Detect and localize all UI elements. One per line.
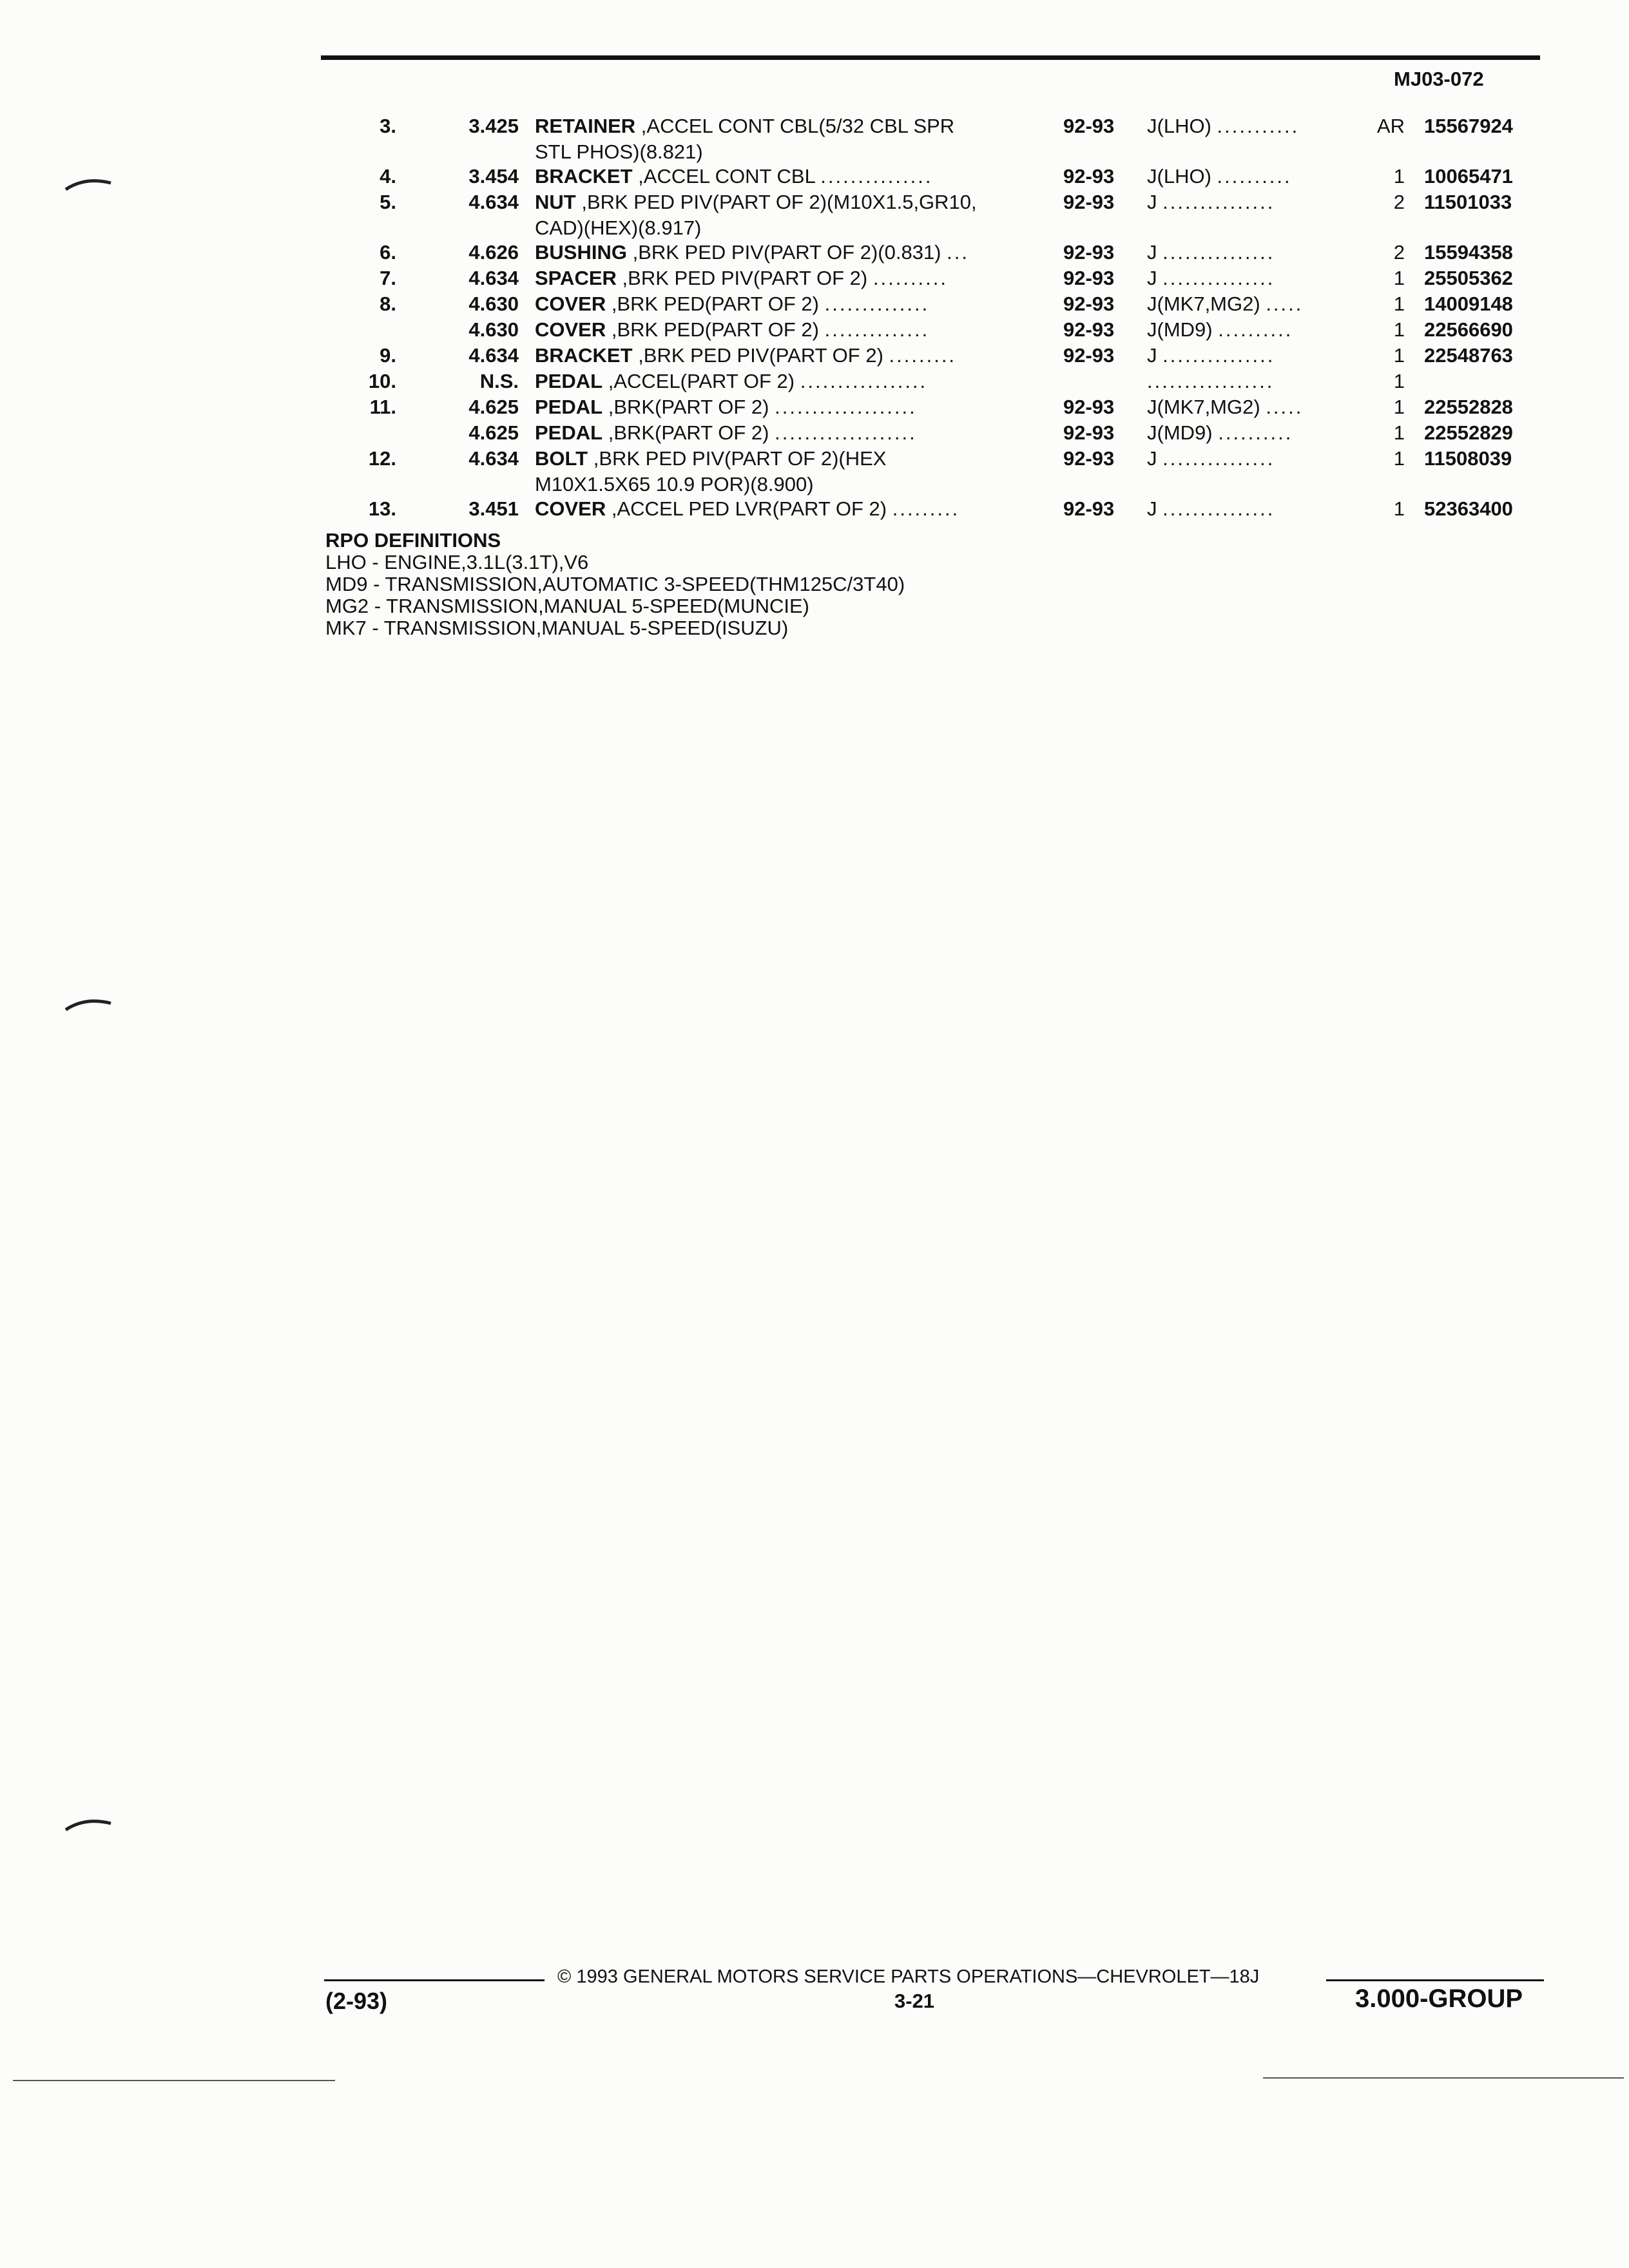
usage-text: J(LHO) (1147, 165, 1211, 187)
parts-row-continuation (0, 140, 1629, 165)
quantity: 1 (1393, 318, 1405, 341)
leader-dots: ............... (1162, 241, 1275, 264)
part-description-continued: CAD)(HEX)(8.917) (535, 216, 702, 239)
usage-code (1147, 191, 1360, 214)
usage-code (1147, 318, 1360, 341)
parts-row (0, 318, 1629, 344)
part-name: PEDAL (535, 421, 603, 444)
part-number: 10065471 (1424, 165, 1513, 187)
usage-code (1147, 115, 1360, 138)
part-number: 22552828 (1424, 396, 1513, 418)
part-detail: ,BRK PED PIV(PART OF 2) (622, 267, 868, 289)
rpo-definition: MG2 - TRANSMISSION,MANUAL 5-SPEED(MUNCIE) (325, 595, 809, 617)
item-number: 10. (368, 370, 396, 392)
part-name: COVER (535, 318, 606, 341)
quantity: 1 (1393, 497, 1405, 520)
part-number: 52363400 (1424, 497, 1513, 520)
part-name: PEDAL (535, 370, 603, 392)
leader-dots: ................. (1147, 370, 1275, 392)
item-number: 12. (368, 447, 396, 470)
figure-number: N.S. (479, 370, 519, 392)
part-detail: ,ACCEL PED LVR(PART OF 2) (611, 497, 887, 520)
leader-dots: .......... (872, 267, 949, 289)
quantity: 1 (1393, 370, 1405, 392)
rpo-definition: LHO - ENGINE,3.1L(3.1T),V6 (325, 551, 589, 573)
parts-row (0, 165, 1629, 191)
part-number: 11501033 (1424, 191, 1512, 213)
figure-number: 3.451 (468, 497, 519, 520)
figure-number: 3.425 (468, 115, 519, 137)
quantity: 1 (1393, 396, 1405, 418)
quantity: 2 (1393, 191, 1405, 213)
figure-number: 3.454 (468, 165, 519, 187)
leader-dots: ......... (892, 497, 960, 520)
usage-text: J(MD9) (1147, 421, 1213, 444)
usage-code (1147, 421, 1360, 445)
leader-dots: ................... (775, 421, 917, 444)
usage-code (1147, 344, 1360, 367)
footer-copyright: © 1993 GENERAL MOTORS SERVICE PARTS OPERATIONS—CHEVROLET—18J (557, 1966, 1260, 1987)
leader-dots: ......... (889, 344, 957, 367)
usage-text: J(MK7,MG2) (1147, 396, 1260, 418)
quantity: 1 (1393, 293, 1405, 315)
footer-group: 3.000-GROUP (1355, 1984, 1523, 2013)
usage-text: J (1147, 241, 1157, 264)
figure-number: 4.630 (468, 318, 519, 341)
part-name: PEDAL (535, 396, 603, 418)
scan-edge-line (13, 2080, 335, 2081)
model-years: 92-93 (1063, 267, 1115, 289)
part-detail: ,BRK(PART OF 2) (608, 396, 769, 418)
leader-dots: ........... (1217, 115, 1300, 137)
figure-number: 4.634 (468, 191, 519, 213)
quantity: 1 (1393, 165, 1405, 187)
leader-dots: .......... (1218, 421, 1293, 444)
part-detail: ,BRK PED PIV(PART OF 2)(HEX (593, 447, 887, 470)
figure-number: 4.625 (468, 396, 519, 418)
usage-code (1147, 267, 1360, 290)
quantity: 2 (1393, 241, 1405, 264)
leader-dots: .............. (824, 318, 930, 341)
parts-row (0, 344, 1629, 370)
part-name: BRACKET (535, 344, 633, 367)
part-description (535, 421, 1050, 445)
part-description (535, 396, 1050, 419)
item-number: 6. (380, 241, 396, 264)
part-description (535, 115, 1050, 138)
part-detail: ,BRK PED(PART OF 2) (611, 318, 819, 341)
leader-dots: ..... (1266, 396, 1304, 418)
part-detail: ,BRK PED PIV(PART OF 2)(0.831) (632, 241, 941, 264)
parts-row (0, 396, 1629, 421)
model-years: 92-93 (1063, 497, 1115, 520)
part-name: BUSHING (535, 241, 627, 264)
parts-row (0, 421, 1629, 447)
item-number: 11. (369, 396, 396, 418)
leader-dots: ............... (1162, 447, 1275, 470)
model-years: 92-93 (1063, 344, 1115, 367)
part-description (535, 447, 1050, 470)
usage-text: J (1147, 267, 1157, 289)
leader-dots: ............... (820, 165, 933, 187)
part-description (535, 497, 1050, 521)
item-number: 5. (380, 191, 396, 213)
part-name: NUT (535, 191, 576, 213)
part-detail: ,ACCEL(PART OF 2) (608, 370, 795, 392)
part-number: 25505362 (1424, 267, 1513, 289)
usage-text: J (1147, 447, 1157, 470)
model-years: 92-93 (1063, 318, 1115, 341)
binder-mark-bottom (63, 1816, 115, 1832)
figure-number: 4.634 (468, 267, 519, 289)
usage-text: J(MD9) (1147, 318, 1213, 341)
parts-row (0, 497, 1629, 523)
leader-dots: ............... (1162, 344, 1275, 367)
leader-dots: .......... (1217, 165, 1292, 187)
figure-number: 4.625 (468, 421, 519, 444)
part-number: 11508039 (1424, 447, 1512, 470)
model-years: 92-93 (1063, 421, 1115, 444)
rpo-title: RPO DEFINITIONS (325, 529, 501, 552)
part-description (535, 318, 1050, 341)
part-name: BOLT (535, 447, 588, 470)
leader-dots: ............... (1162, 497, 1275, 520)
model-years: 92-93 (1063, 191, 1115, 213)
part-number: 22566690 (1424, 318, 1513, 341)
part-detail: ,BRK PED(PART OF 2) (611, 293, 819, 315)
parts-row-continuation (0, 216, 1629, 241)
leader-dots: ............... (1162, 267, 1275, 289)
usage-text: J (1147, 344, 1157, 367)
part-number: 15567924 (1424, 115, 1513, 137)
parts-row (0, 293, 1629, 318)
leader-dots: .............. (824, 293, 930, 315)
usage-code (1147, 293, 1360, 316)
part-description (535, 165, 1050, 188)
usage-code (1147, 447, 1360, 470)
usage-text: J(LHO) (1147, 115, 1211, 137)
footer-rule-right (1326, 1979, 1544, 1981)
part-name: COVER (535, 497, 606, 520)
parts-row (0, 115, 1629, 140)
part-description (535, 293, 1050, 316)
part-number: 22548763 (1424, 344, 1513, 367)
model-years: 92-93 (1063, 165, 1115, 187)
part-name: COVER (535, 293, 606, 315)
part-number: 15594358 (1424, 241, 1513, 264)
rpo-definitions (325, 530, 905, 639)
quantity: 1 (1393, 421, 1405, 444)
figure-number: 4.626 (468, 241, 519, 264)
parts-row (0, 370, 1629, 396)
usage-code (1147, 370, 1360, 393)
leader-dots: ..... (1266, 293, 1304, 315)
quantity: AR (1376, 115, 1405, 137)
parts-row (0, 191, 1629, 216)
usage-code (1147, 497, 1360, 521)
rpo-definition: MD9 - TRANSMISSION,AUTOMATIC 3-SPEED(THM125C/3T40) (325, 573, 905, 595)
part-description (535, 267, 1050, 290)
item-number: 9. (380, 344, 396, 367)
model-years: 92-93 (1063, 396, 1115, 418)
part-number: 22552829 (1424, 421, 1513, 444)
parts-row (0, 241, 1629, 267)
item-number: 8. (380, 293, 396, 315)
part-description (535, 241, 1050, 264)
item-number: 3. (380, 115, 396, 137)
usage-code (1147, 396, 1360, 419)
quantity: 1 (1393, 447, 1405, 470)
parts-row-continuation (0, 473, 1629, 497)
figure-number: 4.634 (468, 344, 519, 367)
leader-dots: ............... (1162, 191, 1275, 213)
usage-code (1147, 241, 1360, 264)
parts-list (0, 115, 1629, 523)
figure-number: 4.630 (468, 293, 519, 315)
parts-row (0, 447, 1629, 473)
rpo-definition: MK7 - TRANSMISSION,MANUAL 5-SPEED(ISUZU) (325, 617, 789, 639)
usage-code (1147, 165, 1360, 188)
leader-dots: ... (947, 241, 969, 264)
part-name: RETAINER (535, 115, 636, 137)
usage-text: J (1147, 191, 1157, 213)
part-detail: ,ACCEL CONT CBL (638, 165, 815, 187)
scan-edge-line (1263, 2077, 1624, 2079)
usage-text: J(MK7,MG2) (1147, 293, 1260, 315)
part-detail: ,ACCEL CONT CBL(5/32 CBL SPR (641, 115, 955, 137)
part-number: 14009148 (1424, 293, 1513, 315)
part-detail: ,BRK(PART OF 2) (608, 421, 769, 444)
part-description (535, 370, 1050, 393)
part-name: SPACER (535, 267, 617, 289)
item-number: 13. (368, 497, 396, 520)
header-rule (321, 55, 1540, 60)
part-name: BRACKET (535, 165, 633, 187)
leader-dots: .......... (1218, 318, 1293, 341)
figure-number: 4.634 (468, 447, 519, 470)
model-years: 92-93 (1063, 115, 1115, 137)
part-description (535, 344, 1050, 367)
part-description-continued: STL PHOS)(8.821) (535, 140, 703, 163)
parts-row (0, 267, 1629, 293)
leader-dots: ................... (775, 396, 917, 418)
footer-page-number: 3-21 (894, 1990, 935, 2012)
footer-date: (2-93) (325, 1988, 388, 2014)
binder-mark-middle (63, 995, 115, 1012)
quantity: 1 (1393, 344, 1405, 367)
item-number: 7. (380, 267, 396, 289)
quantity: 1 (1393, 267, 1405, 289)
item-number: 4. (380, 165, 396, 187)
part-description (535, 191, 1050, 214)
page-code: MJ03-072 (1394, 68, 1484, 90)
part-detail: ,BRK PED PIV(PART OF 2) (638, 344, 883, 367)
part-detail: ,BRK PED PIV(PART OF 2)(M10X1.5,GR10, (581, 191, 977, 213)
leader-dots: ................. (800, 370, 928, 392)
model-years: 92-93 (1063, 447, 1115, 470)
part-description-continued: M10X1.5X65 10.9 POR)(8.900) (535, 473, 814, 495)
footer-rule-left (324, 1979, 545, 1981)
model-years: 92-93 (1063, 293, 1115, 315)
usage-text: J (1147, 497, 1157, 520)
model-years: 92-93 (1063, 241, 1115, 264)
